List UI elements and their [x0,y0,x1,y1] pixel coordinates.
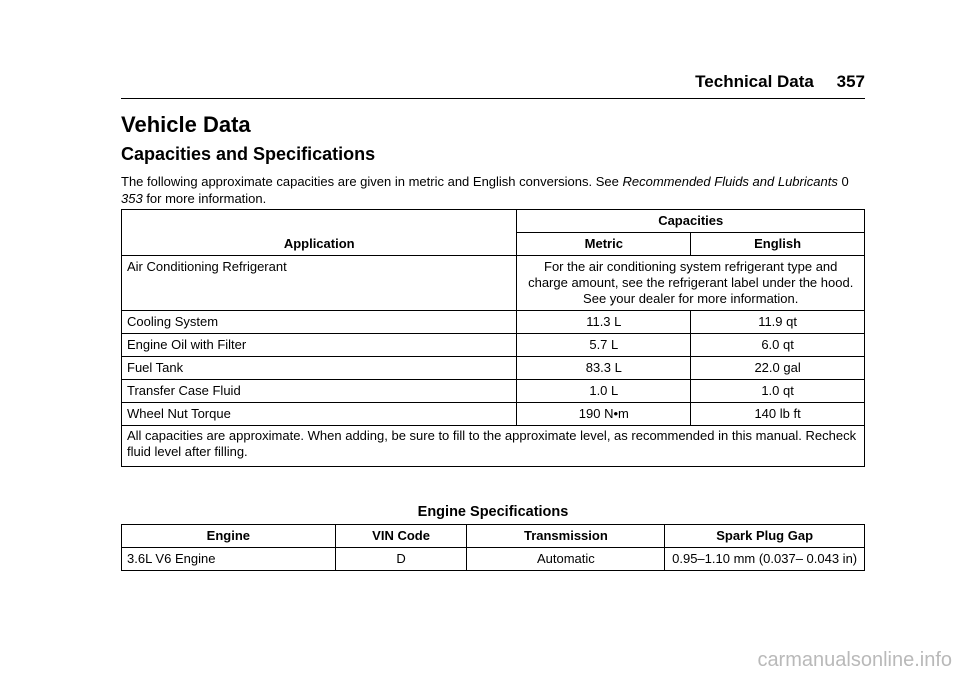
section-subtitle: Capacities and Specifications [121,144,376,164]
table-row [122,357,865,380]
application-cell: Cooling System [122,311,517,334]
col-metric: Metric [517,233,691,256]
application-cell: Air Conditioning Refrigerant [122,256,517,311]
table-row [122,548,865,571]
intro-paragraph [121,174,865,207]
vin-cell: D [335,548,467,571]
gap-cell: 0.95–1.10 mm (0.037– 0.043 in) [665,548,865,571]
english-cell: 6.0 qt [691,334,865,357]
table-row [122,334,865,357]
watermark: carmanualsonline.info [757,649,952,671]
table-row [122,426,865,467]
engine-cell: 3.6L V6 Engine [122,548,336,571]
application-cell: Wheel Nut Torque [122,403,517,426]
metric-cell: 83.3 L [517,357,691,380]
english-cell: 140 lb ft [691,403,865,426]
metric-cell: 11.3 L [517,311,691,334]
engine-specs-table [121,524,865,571]
english-cell: 22.0 gal [691,357,865,380]
ref-page[interactable]: 353 [121,190,143,206]
intro-text: The following approximate capacities are given in metric and English conversions. See [121,174,623,189]
application-cell: Engine Oil with Filter [122,334,517,357]
table-row [122,380,865,403]
application-cell: Transfer Case Fluid [122,380,517,403]
ref-symbol: 0 [841,174,849,189]
col-application: Application [122,210,517,256]
intro-tail: for more information. [142,190,267,206]
col-english: English [691,233,865,256]
intro-link[interactable]: Recommended Fluids and Lubricants [622,174,838,189]
ac-note-cell: For the air conditioning system refrigerant type and charge amount, see the refrigerant label under the hood. See your dealer for more information. [517,256,865,311]
table-row [122,311,865,334]
page-title: Vehicle Data [121,112,251,137]
page-number: 357 [836,72,865,91]
english-cell: 11.9 qt [691,311,865,334]
table-row [122,256,865,311]
page-header [121,72,865,99]
col-vin-code: VIN Code [335,525,467,548]
col-group-capacities: Capacities [517,210,865,233]
capacities-table [121,209,865,467]
application-cell: Fuel Tank [122,357,517,380]
col-transmission: Transmission [467,525,665,548]
transmission-cell: Automatic [467,548,665,571]
engine-specs-title: Engine Specifications [417,504,569,520]
capacities-footnote: All capacities are approximate. When adding, be sure to fill to the approximate level, as recommended in this manual. Recheck fluid level after filling. [122,426,865,467]
section-title: Technical Data [695,72,814,91]
table-row [122,403,865,426]
metric-cell: 1.0 L [517,380,691,403]
metric-cell: 5.7 L [517,334,691,357]
col-spark-plug-gap: Spark Plug Gap [665,525,865,548]
metric-cell: 190 N•m [517,403,691,426]
col-engine: Engine [122,525,336,548]
english-cell: 1.0 qt [691,380,865,403]
